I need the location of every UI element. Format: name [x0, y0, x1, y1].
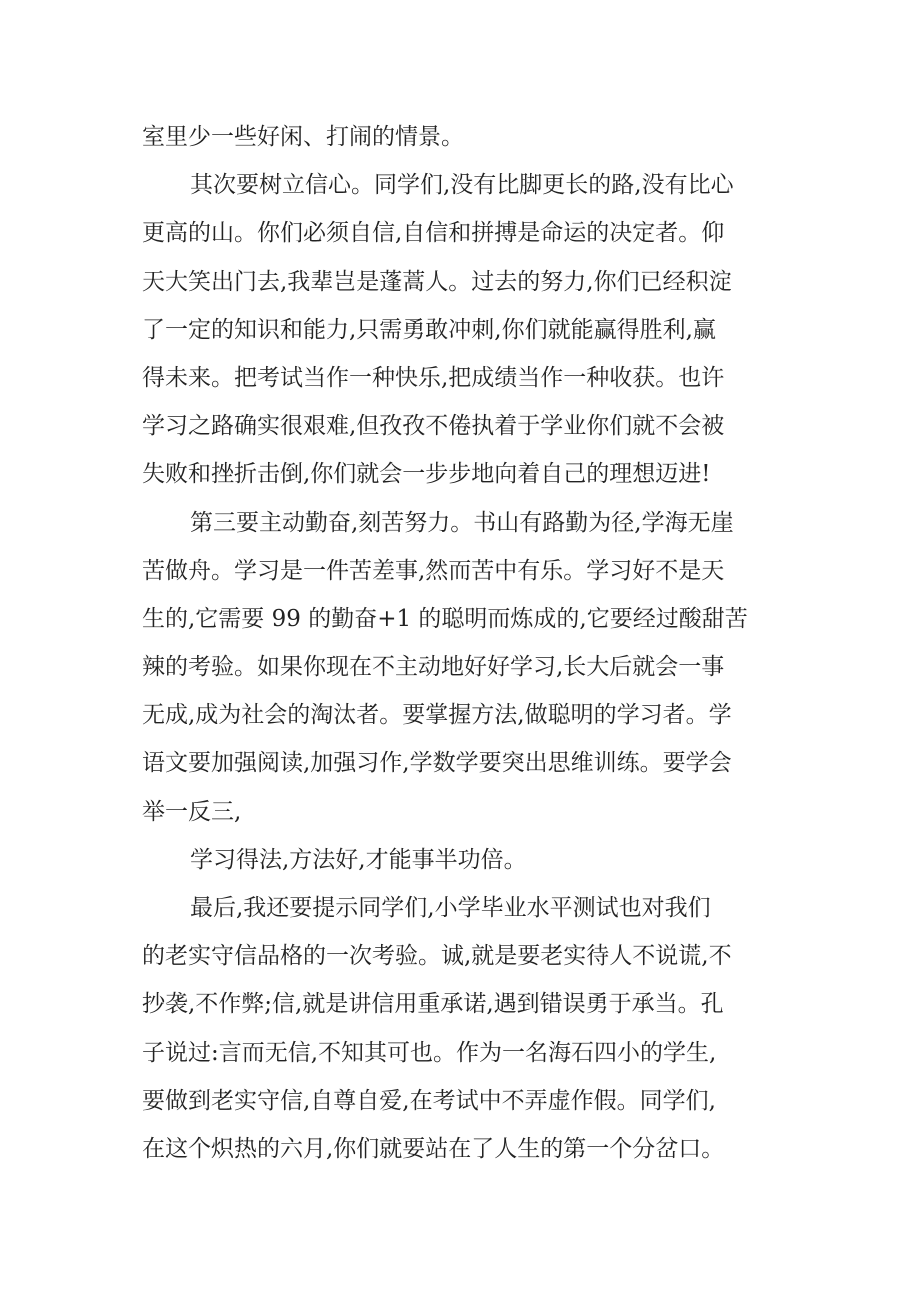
- text-line: 其次要树立信心。同学们,没有比脚更长的路,没有比心: [190, 172, 734, 199]
- text-line: 抄袭,不作弊;信,就是讲信用重承诺,遇到错误勇于承当。孔: [142, 991, 724, 1018]
- text-line: 更高的山。你们必须自信,自信和拼搏是命运的决定者。仰: [142, 220, 725, 247]
- text-line: 了一定的知识和能力,只需勇敢冲刺,你们就能赢得胜利,赢: [142, 316, 716, 343]
- text-line: 无成,成为社会的淘汰者。要掌握方法,做聪明的学习者。学: [142, 702, 732, 729]
- text-line: 天大笑出门去,我辈岂是蓬蒿人。过去的努力,你们已经积淀: [142, 268, 732, 295]
- text-line: 的老实守信品格的一次考验。诚,就是要老实待人不说谎,不: [142, 943, 732, 970]
- text-line: 学习之路确实很艰难,但孜孜不倦执着于学业你们就不会被: [142, 413, 725, 440]
- text-line: 辣的考验。如果你现在不主动地好好学习,长大后就会一事: [142, 654, 725, 681]
- text-line: 学习得法,方法好,才能事半功倍。: [190, 846, 527, 873]
- text-line: 举一反三,: [142, 798, 242, 825]
- text-line: 第三要主动勤奋,刻苦努力。书山有路勤为径,学海无崖: [190, 509, 734, 536]
- text-line: 要做到老实守信,自尊自爱,在考试中不弄虚作假。同学们,: [142, 1087, 716, 1114]
- text-line: 室里少一些好闲、打闹的情景。: [142, 124, 464, 150]
- text-line: 最后,我还要提示同学们,小学毕业水平测试也对我们: [190, 895, 711, 921]
- text-line: 语文要加强阅读,加强习作,学数学要突出思维训练。要学会: [142, 750, 732, 777]
- text-line: 苦做舟。学习是一件苦差事,然而苦中有乐。学习好不是天: [142, 557, 725, 584]
- text-line: 生的,它需要 99 的勤奋+1 的聪明而炼成的,它要经过酸甜苦: [142, 605, 748, 632]
- text-line: 得未来。把考试当作一种快乐,把成绩当作一种收获。也许: [142, 364, 725, 391]
- text-line: 失败和挫折击倒,你们就会一步步地向着自己的理想迈进!: [142, 461, 711, 488]
- document-body: [142, 113, 812, 1173]
- text-line: 子说过:言而无信,不知其可也。作为一名海石四小的学生,: [142, 1039, 717, 1066]
- text-line: 在这个炽热的六月,你们就要站在了人生的第一个分岔口。: [142, 1135, 725, 1162]
